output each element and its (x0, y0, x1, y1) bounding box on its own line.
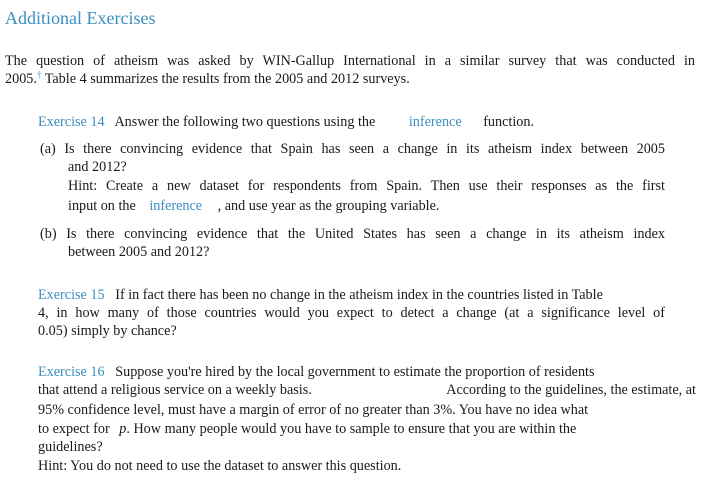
exercise-16-text-a: that attend a religious service on a weekly basis. (38, 382, 312, 398)
intro-line-2 (5, 70, 410, 88)
exercise-14-header (38, 113, 534, 131)
intro-year: 2005. (5, 71, 37, 87)
footnote-marker[interactable]: † (36, 69, 42, 80)
exercise-14a-line-2: and 2012? (68, 159, 127, 175)
exercise-16-line-2 (38, 381, 696, 399)
inference-function-link-2[interactable]: inference (149, 198, 203, 214)
exercise-16-hint: Hint: You do not need to use the dataset to answer this question. (38, 458, 402, 474)
intro-line-1: The question of atheism was asked by WIN-Gallup International in a similar survey that was conducted in (5, 53, 695, 69)
exercise-16-text-d: . How many people would you have to sample to ensure that you are within the (126, 421, 577, 437)
exercise-16-line-3: 95% confidence level, must have a margin of error of no greater than 3%. You have no idea what (38, 402, 589, 418)
exercise-15-line-2: 4, in how many of those countries would you expect to detect a change (at a significance level of (38, 305, 665, 321)
exercise-16-line-4 (38, 420, 576, 438)
exercise-15-text: If in fact there has been no change in the atheism index in the countries listed in Table (115, 287, 603, 303)
exercise-16-text: Suppose you're hired by the local government to estimate the proportion of residents (115, 364, 595, 380)
hint-text-end: , and use year as the grouping variable. (217, 198, 440, 214)
exercise-16-label[interactable]: Exercise 16 (38, 364, 105, 380)
exercise-14-label[interactable]: Exercise 14 (38, 114, 105, 130)
inference-function-link[interactable]: inference (408, 114, 462, 130)
exercise-14a-hint-line-2 (68, 197, 439, 215)
hint-text: input on the (68, 198, 136, 214)
exercise-16-text-c: to expect for (38, 421, 110, 437)
exercise-14a-line-1: (a) Is there convincing evidence that Spain has seen a change in its atheism index between 2005 (40, 141, 665, 157)
exercise-16-text-b: According to the guidelines, the estimate, at (446, 382, 696, 398)
intro-text: Table 4 summarizes the results from the 2005 and 2012 surveys. (41, 71, 410, 87)
exercise-15-line-3: 0.05) simply by chance? (38, 323, 177, 339)
exercise-16-line-1 (38, 363, 595, 381)
exercise-14a-hint-line-1: Hint: Create a new dataset for respondents from Spain. Then use their responses as the first (68, 178, 665, 194)
variable-p: p (119, 421, 127, 437)
exercise-14-text-end: function. (483, 114, 535, 130)
exercise-14b-line-1: (b) Is there convincing evidence that the United States has seen a change in its atheism index (40, 226, 665, 242)
exercise-16-line-5: guidelines? (38, 439, 103, 455)
exercise-15-label[interactable]: Exercise 15 (38, 287, 105, 303)
section-heading: Additional Exercises (5, 8, 156, 28)
exercise-14b-line-2: between 2005 and 2012? (68, 244, 210, 260)
exercise-14-text: Answer the following two questions using the (114, 114, 376, 130)
exercise-15-line-1 (38, 286, 603, 304)
